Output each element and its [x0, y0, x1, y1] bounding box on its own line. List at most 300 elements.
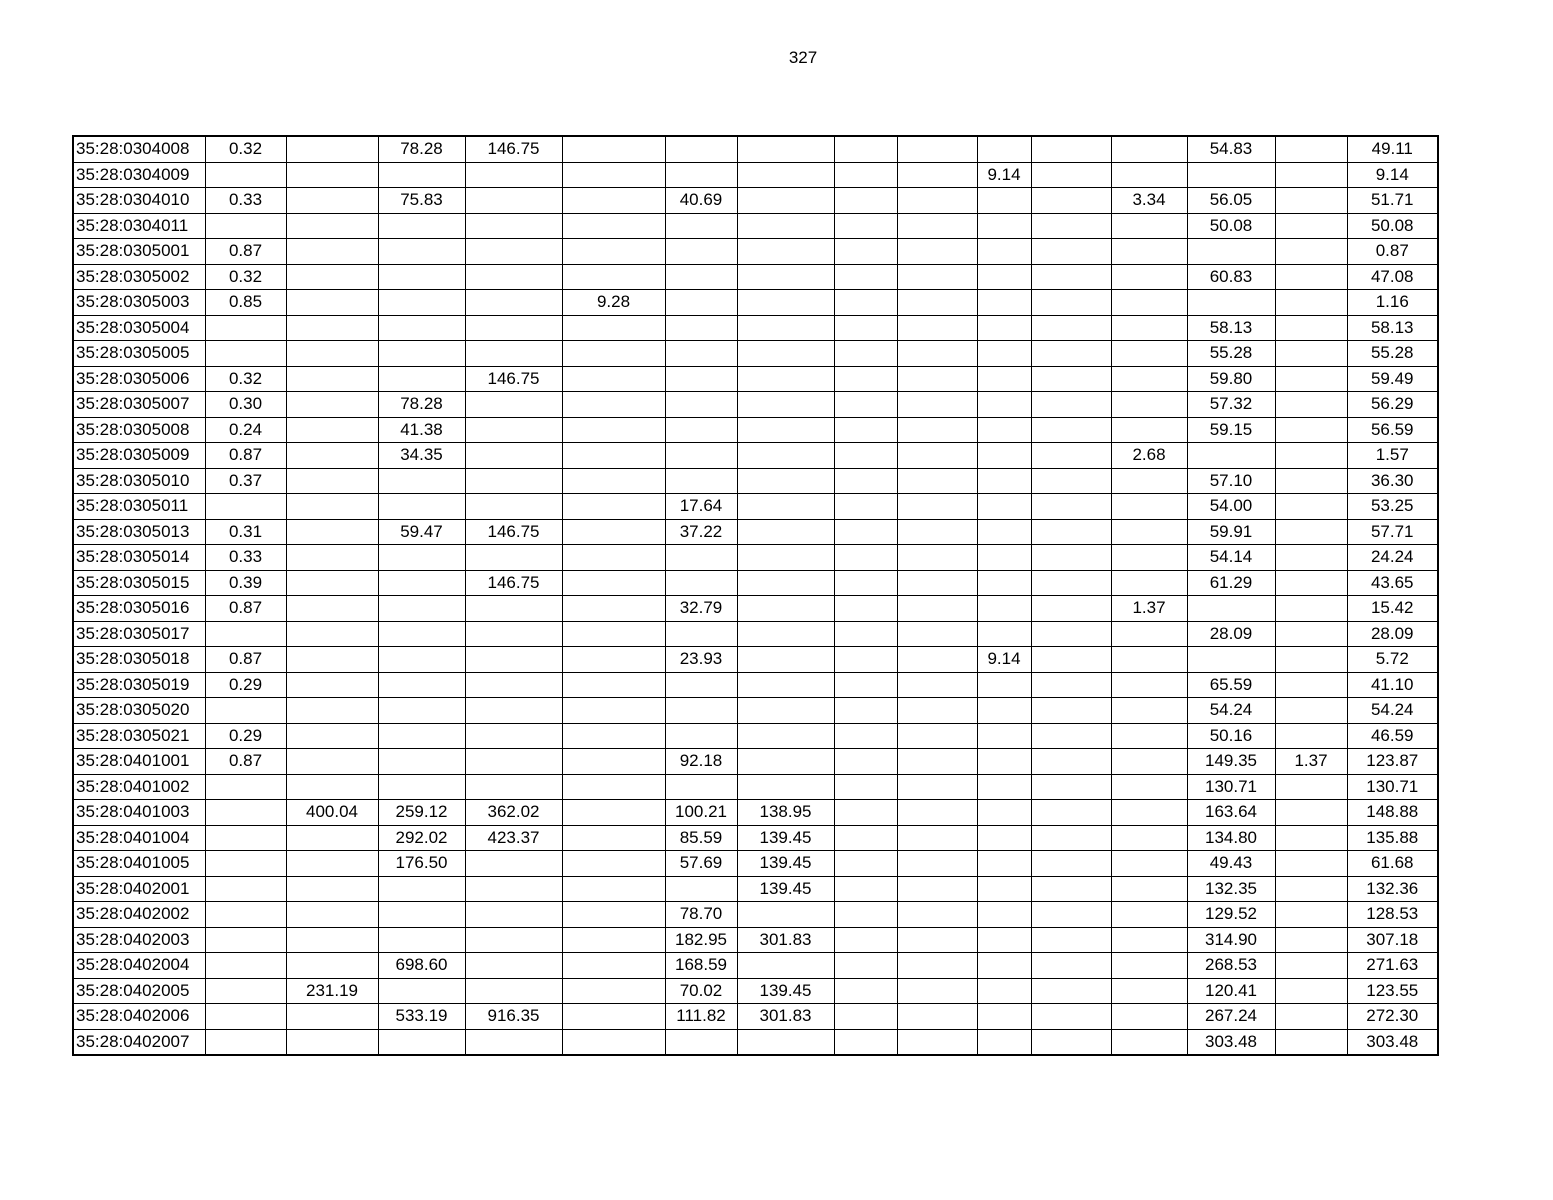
- table-cell: [562, 417, 665, 443]
- table-cell: [897, 264, 977, 290]
- parcel-id-cell: 35:28:0304011: [73, 213, 205, 239]
- table-cell: [737, 136, 834, 162]
- table-cell: [977, 851, 1031, 877]
- table-cell: 301.83: [737, 1004, 834, 1030]
- parcel-id-cell: 35:28:0304008: [73, 136, 205, 162]
- table-cell: 60.83: [1187, 264, 1275, 290]
- table-cell: [378, 213, 465, 239]
- table-cell: [1111, 1029, 1187, 1055]
- table-cell: [834, 213, 897, 239]
- table-cell: [465, 213, 562, 239]
- table-cell: [737, 188, 834, 214]
- table-cell: [977, 545, 1031, 571]
- table-cell: [465, 953, 562, 979]
- table-cell: [737, 723, 834, 749]
- table-cell: [665, 315, 737, 341]
- table-cell: [977, 774, 1031, 800]
- parcel-id-cell: 35:28:0304010: [73, 188, 205, 214]
- table-cell: [1111, 545, 1187, 571]
- table-cell: [562, 851, 665, 877]
- table-cell: [1111, 800, 1187, 826]
- table-row: [73, 341, 1438, 367]
- table-cell: 50.08: [1187, 213, 1275, 239]
- table-cell: 0.32: [205, 136, 286, 162]
- table-cell: [1111, 825, 1187, 851]
- table-cell: [897, 978, 977, 1004]
- table-cell: [897, 723, 977, 749]
- table-cell: 307.18: [1347, 927, 1438, 953]
- table-row: [73, 315, 1438, 341]
- table-cell: [1111, 621, 1187, 647]
- table-cell: 28.09: [1187, 621, 1275, 647]
- table-cell: [1187, 596, 1275, 622]
- table-cell: [378, 290, 465, 316]
- table-cell: [562, 927, 665, 953]
- table-row: [73, 851, 1438, 877]
- table-cell: 231.19: [286, 978, 378, 1004]
- table-cell: [834, 902, 897, 928]
- table-cell: [977, 876, 1031, 902]
- table-cell: [1275, 290, 1347, 316]
- table-cell: [286, 494, 378, 520]
- table-cell: [286, 213, 378, 239]
- table-cell: [737, 341, 834, 367]
- table-cell: 138.95: [737, 800, 834, 826]
- table-cell: [737, 213, 834, 239]
- table-cell: [562, 953, 665, 979]
- table-cell: [834, 672, 897, 698]
- table-cell: [977, 978, 1031, 1004]
- table-cell: [378, 596, 465, 622]
- table-cell: 56.05: [1187, 188, 1275, 214]
- table-cell: [378, 570, 465, 596]
- parcel-id-cell: 35:28:0305014: [73, 545, 205, 571]
- table-cell: [1111, 851, 1187, 877]
- table-cell: [1187, 443, 1275, 469]
- parcel-id-cell: 35:28:0401001: [73, 749, 205, 775]
- table-cell: [665, 162, 737, 188]
- table-cell: [1275, 621, 1347, 647]
- table-row: [73, 443, 1438, 469]
- table-cell: 40.69: [665, 188, 737, 214]
- table-cell: [205, 162, 286, 188]
- table-cell: [977, 1004, 1031, 1030]
- table-cell: 1.16: [1347, 290, 1438, 316]
- table-cell: [897, 902, 977, 928]
- table-cell: [1275, 545, 1347, 571]
- table-cell: [286, 239, 378, 265]
- table-cell: [834, 545, 897, 571]
- table-cell: [834, 366, 897, 392]
- table-cell: [205, 213, 286, 239]
- table-cell: [737, 239, 834, 265]
- table-cell: [286, 1004, 378, 1030]
- table-cell: [562, 1004, 665, 1030]
- table-cell: [1275, 570, 1347, 596]
- table-cell: [897, 698, 977, 724]
- table-cell: 292.02: [378, 825, 465, 851]
- table-cell: [1111, 570, 1187, 596]
- table-cell: [562, 239, 665, 265]
- table-cell: [665, 876, 737, 902]
- table-cell: [562, 749, 665, 775]
- table-cell: [562, 876, 665, 902]
- table-cell: [1031, 978, 1111, 1004]
- parcel-id-cell: 35:28:0401002: [73, 774, 205, 800]
- table-cell: [562, 468, 665, 494]
- parcel-id-cell: 35:28:0305001: [73, 239, 205, 265]
- table-cell: [897, 162, 977, 188]
- table-cell: [977, 1029, 1031, 1055]
- table-cell: [1031, 774, 1111, 800]
- table-cell: [897, 315, 977, 341]
- table-cell: [205, 800, 286, 826]
- table-cell: [897, 188, 977, 214]
- table-cell: [378, 341, 465, 367]
- table-cell: 36.30: [1347, 468, 1438, 494]
- table-row: [73, 213, 1438, 239]
- table-cell: [286, 749, 378, 775]
- parcel-id-cell: 35:28:0401003: [73, 800, 205, 826]
- table-cell: [465, 468, 562, 494]
- table-cell: 111.82: [665, 1004, 737, 1030]
- parcel-id-cell: 35:28:0402003: [73, 927, 205, 953]
- table-cell: [834, 315, 897, 341]
- table-cell: [1031, 545, 1111, 571]
- table-cell: [737, 749, 834, 775]
- table-cell: [897, 239, 977, 265]
- table-cell: [562, 264, 665, 290]
- table-cell: [1031, 519, 1111, 545]
- table-cell: [1031, 876, 1111, 902]
- table-row: [73, 774, 1438, 800]
- parcel-id-cell: 35:28:0305013: [73, 519, 205, 545]
- table-cell: 34.35: [378, 443, 465, 469]
- table-cell: [286, 672, 378, 698]
- table-cell: [977, 315, 1031, 341]
- table-cell: [834, 774, 897, 800]
- table-cell: [205, 902, 286, 928]
- table-row: [73, 978, 1438, 1004]
- table-cell: 1.37: [1275, 749, 1347, 775]
- table-cell: 423.37: [465, 825, 562, 851]
- table-cell: [834, 519, 897, 545]
- table-cell: [1275, 800, 1347, 826]
- table-row: [73, 749, 1438, 775]
- table-cell: [897, 213, 977, 239]
- table-cell: [737, 1029, 834, 1055]
- table-cell: [737, 264, 834, 290]
- page-number: 327: [788, 48, 818, 67]
- table-row: [73, 188, 1438, 214]
- table-cell: 120.41: [1187, 978, 1275, 1004]
- table-cell: 168.59: [665, 953, 737, 979]
- table-cell: [1031, 188, 1111, 214]
- table-row: [73, 876, 1438, 902]
- table-cell: [897, 749, 977, 775]
- table-cell: 49.11: [1347, 136, 1438, 162]
- table-cell: [465, 264, 562, 290]
- table-cell: [1111, 876, 1187, 902]
- parcel-id-cell: 35:28:0402007: [73, 1029, 205, 1055]
- table-cell: [665, 290, 737, 316]
- table-cell: 0.37: [205, 468, 286, 494]
- table-cell: 301.83: [737, 927, 834, 953]
- table-cell: [286, 851, 378, 877]
- parcel-id-cell: 35:28:0305009: [73, 443, 205, 469]
- table-cell: 139.45: [737, 851, 834, 877]
- table-cell: [1275, 188, 1347, 214]
- table-cell: 268.53: [1187, 953, 1275, 979]
- table-cell: 362.02: [465, 800, 562, 826]
- table-row: [73, 136, 1438, 162]
- table-cell: 916.35: [465, 1004, 562, 1030]
- table-cell: [737, 519, 834, 545]
- table-cell: [977, 341, 1031, 367]
- parcel-id-cell: 35:28:0402004: [73, 953, 205, 979]
- table-row: [73, 570, 1438, 596]
- table-cell: [1275, 672, 1347, 698]
- table-cell: [286, 366, 378, 392]
- table-cell: 61.29: [1187, 570, 1275, 596]
- table-cell: [1111, 494, 1187, 520]
- table-cell: [286, 774, 378, 800]
- table-cell: [897, 366, 977, 392]
- table-cell: [562, 213, 665, 239]
- table-cell: 139.45: [737, 825, 834, 851]
- table-cell: 146.75: [465, 519, 562, 545]
- table-cell: 163.64: [1187, 800, 1275, 826]
- table-cell: [1031, 264, 1111, 290]
- table-cell: [1031, 902, 1111, 928]
- table-cell: [378, 647, 465, 673]
- table-cell: [977, 621, 1031, 647]
- table-cell: 0.87: [205, 749, 286, 775]
- table-cell: [834, 723, 897, 749]
- table-cell: 0.24: [205, 417, 286, 443]
- table-cell: [378, 494, 465, 520]
- table-cell: [1111, 647, 1187, 673]
- table-cell: [1111, 264, 1187, 290]
- table-cell: [737, 698, 834, 724]
- parcel-id-cell: 35:28:0305008: [73, 417, 205, 443]
- table-cell: [1275, 647, 1347, 673]
- table-cell: [1275, 341, 1347, 367]
- table-cell: [1275, 239, 1347, 265]
- table-cell: [465, 749, 562, 775]
- table-cell: 0.87: [205, 443, 286, 469]
- table-cell: [1187, 290, 1275, 316]
- parcel-id-cell: 35:28:0402006: [73, 1004, 205, 1030]
- table-cell: [737, 392, 834, 418]
- table-row: [73, 239, 1438, 265]
- table-row: [73, 392, 1438, 418]
- table-row: [73, 953, 1438, 979]
- table-cell: [205, 774, 286, 800]
- table-cell: [1031, 647, 1111, 673]
- table-cell: 78.28: [378, 392, 465, 418]
- table-cell: [1031, 672, 1111, 698]
- table-cell: 47.08: [1347, 264, 1438, 290]
- table-cell: [977, 290, 1031, 316]
- table-cell: [1111, 417, 1187, 443]
- table-row: [73, 698, 1438, 724]
- table-cell: 400.04: [286, 800, 378, 826]
- table-cell: [286, 315, 378, 341]
- table-cell: [977, 519, 1031, 545]
- table-cell: [834, 570, 897, 596]
- table-cell: [1275, 825, 1347, 851]
- table-cell: [562, 902, 665, 928]
- table-cell: [737, 774, 834, 800]
- table-cell: [1031, 443, 1111, 469]
- table-row: [73, 264, 1438, 290]
- parcel-id-cell: 35:28:0402005: [73, 978, 205, 1004]
- table-cell: [1187, 239, 1275, 265]
- table-cell: [897, 876, 977, 902]
- table-cell: [378, 239, 465, 265]
- table-cell: [1275, 978, 1347, 1004]
- table-cell: [1111, 341, 1187, 367]
- table-cell: [737, 621, 834, 647]
- table-cell: 272.30: [1347, 1004, 1438, 1030]
- table-cell: [286, 876, 378, 902]
- table-cell: [562, 188, 665, 214]
- parcel-id-cell: 35:28:0305019: [73, 672, 205, 698]
- table-row: [73, 596, 1438, 622]
- table-cell: 0.87: [205, 239, 286, 265]
- table-cell: [286, 392, 378, 418]
- table-cell: [465, 774, 562, 800]
- table-cell: [665, 443, 737, 469]
- table-cell: [897, 570, 977, 596]
- table-row: [73, 494, 1438, 520]
- table-cell: [977, 392, 1031, 418]
- parcel-id-cell: 35:28:0305007: [73, 392, 205, 418]
- table-cell: [1111, 290, 1187, 316]
- table-cell: [1111, 519, 1187, 545]
- table-cell: [1111, 213, 1187, 239]
- table-cell: [286, 953, 378, 979]
- table-cell: [665, 1029, 737, 1055]
- table-cell: [977, 825, 1031, 851]
- table-row: [73, 468, 1438, 494]
- table-cell: 146.75: [465, 570, 562, 596]
- table-cell: [1275, 392, 1347, 418]
- table-cell: [562, 366, 665, 392]
- table-cell: [1275, 468, 1347, 494]
- table-cell: 54.14: [1187, 545, 1275, 571]
- table-cell: 70.02: [665, 978, 737, 1004]
- table-cell: [897, 851, 977, 877]
- table-cell: [977, 596, 1031, 622]
- parcel-id-cell: 35:28:0402001: [73, 876, 205, 902]
- table-cell: [378, 545, 465, 571]
- table-cell: [665, 672, 737, 698]
- table-cell: 132.35: [1187, 876, 1275, 902]
- table-cell: [465, 545, 562, 571]
- table-cell: [205, 851, 286, 877]
- table-cell: [977, 366, 1031, 392]
- table-cell: [1275, 264, 1347, 290]
- table-cell: [665, 468, 737, 494]
- table-row: [73, 927, 1438, 953]
- table-cell: [562, 392, 665, 418]
- table-cell: [205, 978, 286, 1004]
- table-cell: [665, 392, 737, 418]
- table-cell: 0.31: [205, 519, 286, 545]
- table-cell: [465, 851, 562, 877]
- table-cell: [737, 417, 834, 443]
- table-cell: 55.28: [1347, 341, 1438, 367]
- table-cell: 59.80: [1187, 366, 1275, 392]
- parcel-id-cell: 35:28:0305011: [73, 494, 205, 520]
- parcel-id-cell: 35:28:0305005: [73, 341, 205, 367]
- table-cell: [1275, 723, 1347, 749]
- table-cell: [378, 264, 465, 290]
- table-cell: [286, 647, 378, 673]
- table-cell: 51.71: [1347, 188, 1438, 214]
- table-cell: 182.95: [665, 927, 737, 953]
- table-cell: [465, 647, 562, 673]
- table-cell: [1111, 1004, 1187, 1030]
- table-cell: 5.72: [1347, 647, 1438, 673]
- table-cell: 50.16: [1187, 723, 1275, 749]
- table-cell: 23.93: [665, 647, 737, 673]
- table-cell: [665, 545, 737, 571]
- table-cell: [897, 494, 977, 520]
- table-cell: [378, 1029, 465, 1055]
- table-cell: [1031, 621, 1111, 647]
- table-cell: 57.32: [1187, 392, 1275, 418]
- table-row: [73, 902, 1438, 928]
- table-cell: [737, 570, 834, 596]
- table-cell: [977, 136, 1031, 162]
- table-cell: [977, 188, 1031, 214]
- table-cell: 9.28: [562, 290, 665, 316]
- table-cell: [286, 596, 378, 622]
- table-cell: [1031, 1004, 1111, 1030]
- table-cell: [665, 136, 737, 162]
- table-cell: [465, 902, 562, 928]
- table-cell: [1031, 468, 1111, 494]
- table-cell: [286, 468, 378, 494]
- table-cell: [1031, 213, 1111, 239]
- table-cell: [1031, 136, 1111, 162]
- table-cell: [562, 341, 665, 367]
- table-cell: 54.24: [1187, 698, 1275, 724]
- table-cell: [834, 876, 897, 902]
- table-cell: 9.14: [977, 162, 1031, 188]
- table-cell: [1111, 774, 1187, 800]
- table-cell: [897, 596, 977, 622]
- table-cell: [834, 239, 897, 265]
- table-cell: [977, 443, 1031, 469]
- table-cell: 0.87: [205, 596, 286, 622]
- table-cell: [977, 672, 1031, 698]
- parcel-id-cell: 35:28:0305020: [73, 698, 205, 724]
- table-cell: [1031, 366, 1111, 392]
- table-cell: [1275, 774, 1347, 800]
- table-cell: [737, 315, 834, 341]
- parcel-id-cell: 35:28:0401004: [73, 825, 205, 851]
- table-row: [73, 519, 1438, 545]
- table-cell: [1031, 953, 1111, 979]
- table-cell: [205, 825, 286, 851]
- table-cell: [562, 1029, 665, 1055]
- table-cell: [465, 698, 562, 724]
- table-cell: [737, 596, 834, 622]
